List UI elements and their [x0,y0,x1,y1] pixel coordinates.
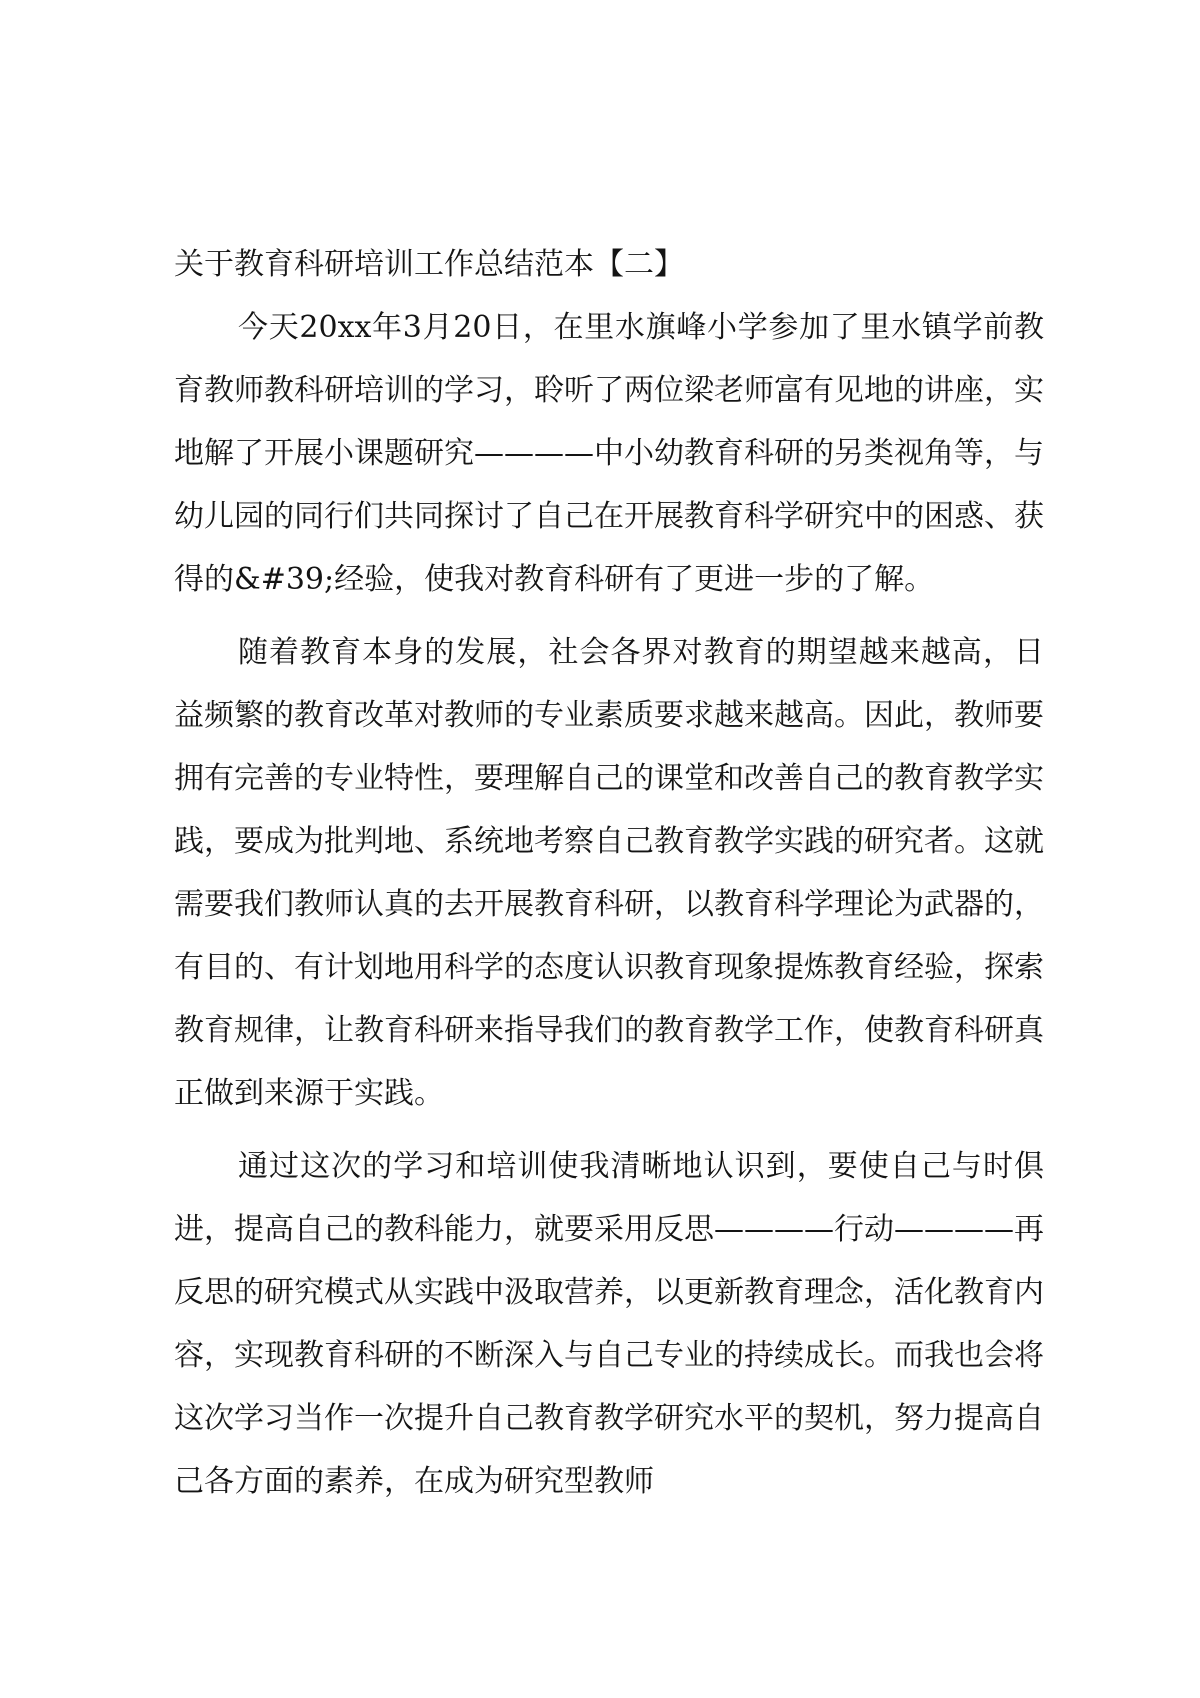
paragraph-3: 通过这次的学习和培训使我清晰地认识到，要使自己与时俱进，提高自己的教科能力，就要采用反思————行动————再反思的研究模式从实践中汲取营养，以更新教育理念，活化教育内容，实现教育科研的不断深入与自己专业的持续成长。而我也会将这次学习当作一次提升自己教育教学研究水平的契机，努力提高自己各方面的素养，在成为研究型教师 [174,1149,1044,1499]
document-body [174,233,1044,1523]
paragraph-1: 今天20xx年3月20日，在里水旗峰小学参加了里水镇学前教育教师教科研培训的学习，聆听了两位梁老师富有见地的讲座，实地解了开展小课题研究————中小幼教育科研的另类视角等，与幼儿园的同行们共同探讨了自己在开展教育科学研究中的困惑、获得的&#39;经验，使我对教育科研有了更进一步的了解。 [174,310,1044,597]
paragraph-2: 随着教育本身的发展，社会各界对教育的期望越来越高，日益频繁的教育改革对教师的专业素质要求越来越高。因此，教师要拥有完善的专业特性，要理解自己的课堂和改善自己的教育教学实践，要成为批判地、系统地考察自己教育教学实践的研究者。这就需要我们教师认真的去开展教育科研，以教育科学理论为武器的，有目的、有计划地用科学的态度认识教育现象提炼教育经验，探索教育规律，让教育科研来指导我们的教育教学工作，使教育科研真正做到来源于实践。 [174,635,1044,1111]
document-title: 关于教育科研培训工作总结范本【二】 [174,247,684,282]
